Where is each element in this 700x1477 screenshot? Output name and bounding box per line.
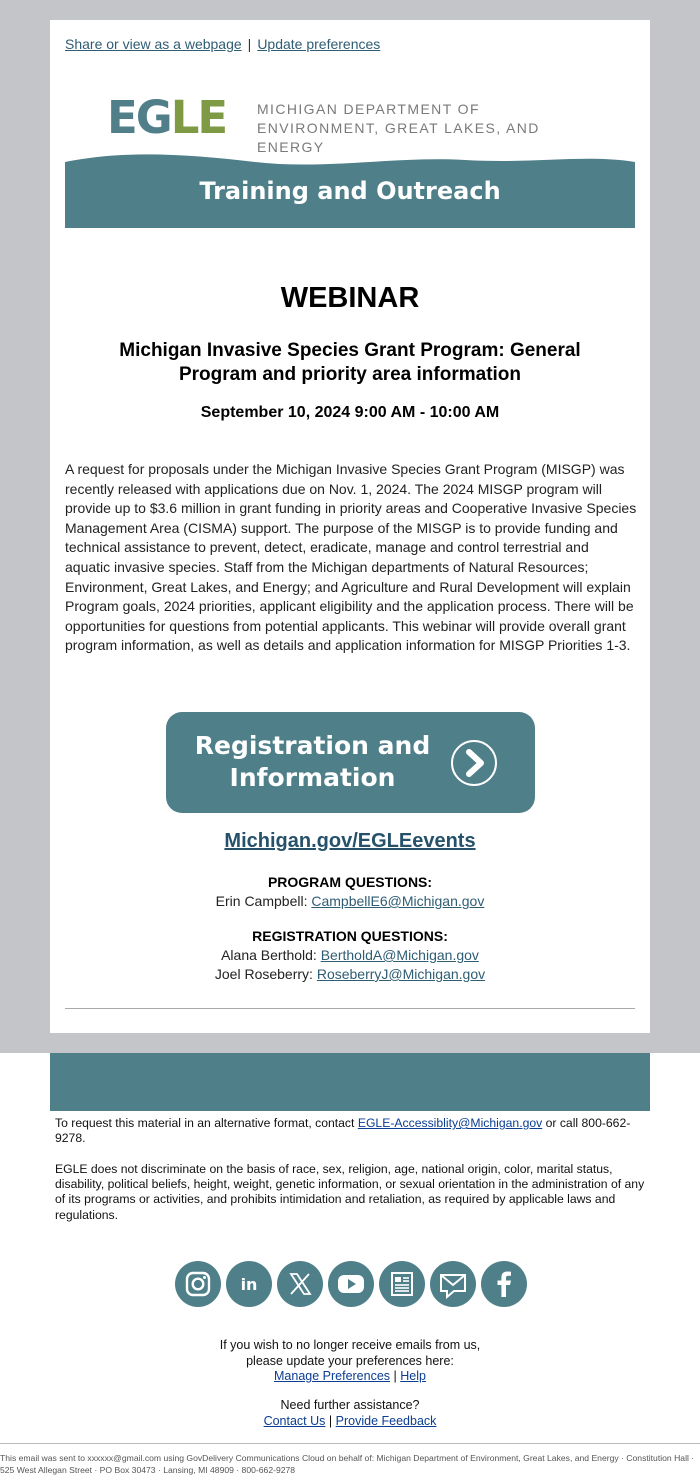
svg-text:in: in <box>240 1275 258 1294</box>
logo-line-1: MICHIGAN DEPARTMENT OF <box>257 101 480 117</box>
youtube-icon[interactable] <box>328 1261 374 1307</box>
x-icon[interactable] <box>277 1261 323 1307</box>
share-webpage-link[interactable]: Share or view as a webpage <box>65 36 242 52</box>
contacts-section <box>50 873 650 984</box>
egle-logo-mark: EGLE <box>107 91 227 144</box>
event-title: Michigan Invasive Species Grant Program: General Program and priority area information <box>119 340 581 385</box>
update-preferences-link[interactable]: Update preferences <box>257 36 381 52</box>
top-links-separator: | <box>247 36 252 52</box>
program-contact-email[interactable]: CampbellE6@Michigan.gov <box>311 893 485 909</box>
registration-button-label: Registration and Information <box>194 731 431 792</box>
registration-contact-email[interactable]: BertholdA@Michigan.gov <box>320 947 479 963</box>
manage-preferences-link[interactable]: Manage Preferences <box>274 1369 391 1383</box>
registration-contact-row: Alana Berthold: BertholdA@Michigan.gov <box>221 947 479 963</box>
registration-questions-heading: REGISTRATION QUESTIONS: <box>252 928 448 944</box>
egle-logo-text <box>257 100 607 157</box>
egle-events-link[interactable]: Michigan.gov/EGLEevents <box>224 830 476 852</box>
help-link[interactable]: Help <box>400 1369 426 1383</box>
email-feedback-icon[interactable] <box>430 1261 476 1307</box>
email-card <box>50 20 650 1033</box>
program-questions-heading: PROGRAM QUESTIONS: <box>267 874 433 890</box>
events-link-wrap <box>50 830 650 853</box>
sent-notice: This email was sent to xxxxxx@gmail.com using GovDelivery Communications Cloud on behalf of: Michigan Department of Environment, Great Lakes, and Energy · Constitution Hall · 525 West Allegan Street · PO Box 30473 · Lansing, MI 48909 · 800-662-9278 <box>0 1453 695 1475</box>
program-contact-row: Erin Campbell: CampbellE6@Michigan.gov <box>215 893 485 909</box>
newsletter-icon[interactable] <box>379 1261 425 1307</box>
event-datetime: September 10, 2024 9:00 AM - 10:00 AM <box>200 404 500 421</box>
registration-contact-row: Joel Roseberry: RoseberryJ@Michigan.gov <box>214 966 486 982</box>
event-description: A request for proposals under the Michigan Invasive Species Grant Program (MISGP) was recently released with applications due on Nov. 1, 2024. The 2024 MISGP program will provide up to $3.6 million in grant funding in priority areas and Cooperative Invasive Species Management Area (CISMA) support. The purpose of the MISGP is to provide funding and technical assistance to prevent, detect, eradicate, manage and control terrestrial and aquatic invasive species. Staff from the Michigan departments of Natural Resources; Environment, Great Lakes, and Energy; and Agriculture and Rural Development will explain Program goals, 2024 priorities, applicant eligibility and the application process. There will be opportunities for questions from potential applicants. This webinar will provide overall grant program information, as well as details and application information for MISGP Priorities 1-3. <box>65 461 637 654</box>
chevron-right-circle-icon <box>450 739 498 787</box>
event-type-heading: WEBINAR <box>280 282 420 314</box>
contact-us-link[interactable]: Contact Us <box>263 1413 326 1428</box>
provide-feedback-link[interactable]: Provide Feedback <box>335 1413 437 1428</box>
assistance-section: Need further assistance? Contact Us | Provide Feedback <box>263 1398 437 1428</box>
content-divider <box>65 1008 635 1009</box>
footer-color-band <box>50 1053 650 1111</box>
accessibility-email-link[interactable]: EGLE-Accessiblity@Michigan.gov <box>357 1116 543 1130</box>
unsubscribe-section: If you wish to no longer receive emails from us, please update your preferences here: Manage Preferences | Help <box>219 1338 481 1383</box>
registration-contact-email[interactable]: RoseberryJ@Michigan.gov <box>316 966 486 982</box>
training-outreach-banner <box>65 150 635 228</box>
nondiscrimination-notice: EGLE does not discriminate on the basis of race, sex, religion, age, national origin, color, marital status, disability, political beliefs, height, weight, genetic information, or sexual orientation in the administration of any of its programs or activities, and prohibits intimidation and retaliation, as required by applicable laws and regulations. <box>55 1162 645 1222</box>
linkedin-icon[interactable] <box>226 1261 272 1307</box>
accessibility-notice: To request this material in an alternative format, contact EGLE-Accessiblity@Michigan.gov or call 800-662-9278. <box>55 1116 631 1146</box>
registration-button[interactable] <box>166 712 535 813</box>
egle-logo <box>107 91 607 155</box>
logo-line-2: ENVIRONMENT, GREAT LAKES, AND ENERGY <box>257 120 540 155</box>
banner-title: Training and Outreach <box>199 177 501 205</box>
footer-divider <box>0 1443 700 1444</box>
top-links <box>65 36 380 52</box>
facebook-icon[interactable] <box>481 1261 527 1307</box>
instagram-icon[interactable] <box>175 1261 221 1307</box>
